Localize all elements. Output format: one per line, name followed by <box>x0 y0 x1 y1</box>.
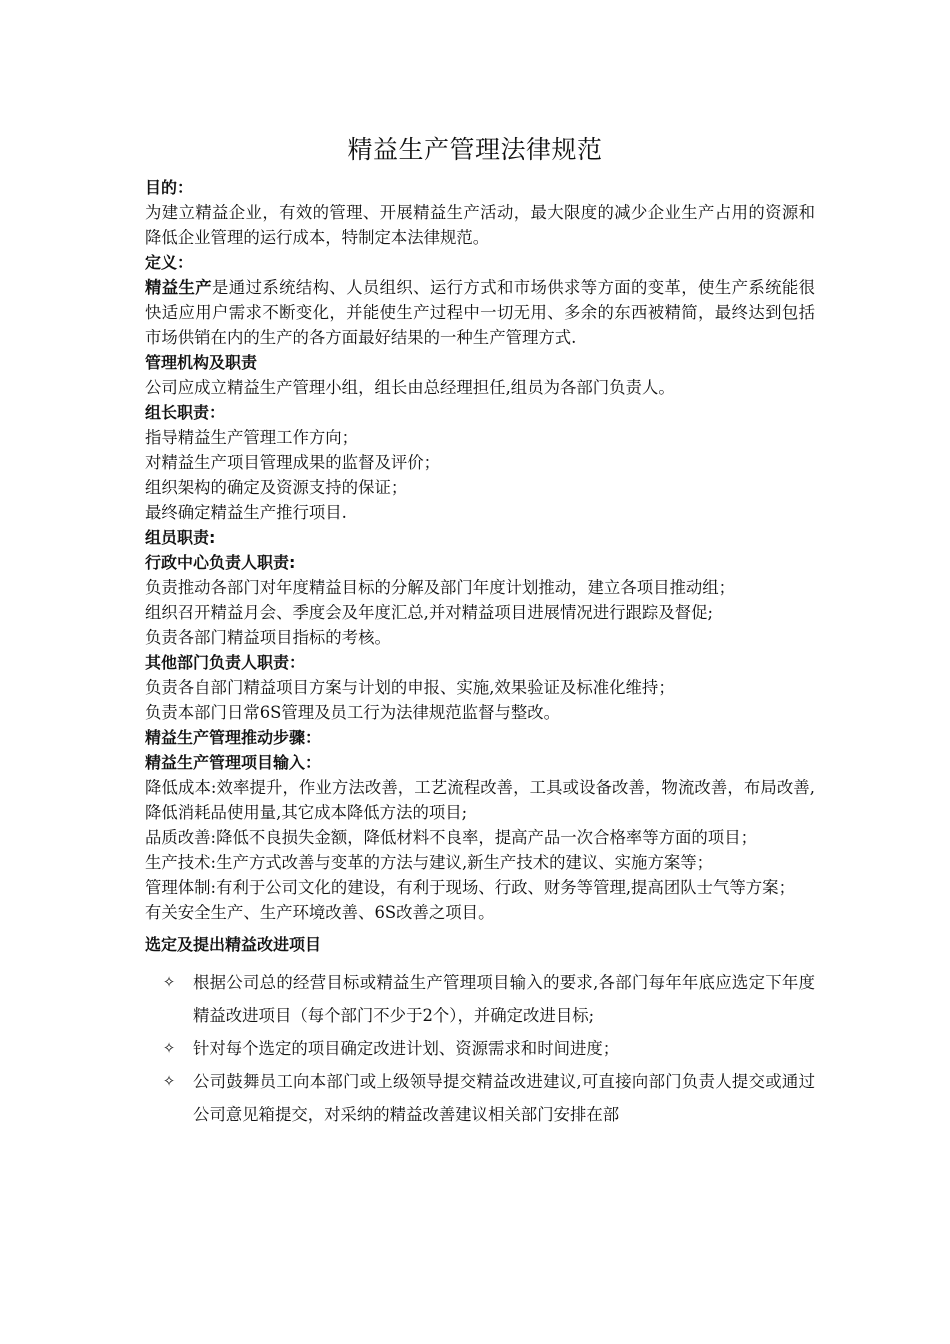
project-input-item: 品质改善:降低不良损失金额，降低材料不良率，提高产品一次合格率等方面的项目； <box>145 828 757 847</box>
leader-duty-item: 最终确定精益生产推行项目. <box>145 503 347 522</box>
other-departments-item: 负责本部门日常6S管理及员工行为法律规范监督与整改。 <box>145 703 561 722</box>
other-departments-item: 负责各自部门精益项目方案与计划的申报、实施,效果验证及标准化维持； <box>145 678 675 697</box>
purpose-heading: 目的： <box>145 178 194 197</box>
organization-heading: 管理机构及职责 <box>145 353 258 372</box>
select-projects-item <box>145 1065 815 1131</box>
select-projects-item <box>145 966 815 1032</box>
select-projects-item-text: 根据公司总的经营目标或精益生产管理项目输入的要求,各部门每年年底应选定下年度精益改进项目（每个部门不少于2个），并确定改进目标; <box>193 973 815 1025</box>
project-input-item: 生产技术:生产方式改善与变革的方法与建议,新生产技术的建议、实施方案等； <box>145 853 714 872</box>
project-input-item: 降低成本:效率提升，作业方法改善，工艺流程改善，工具或设备改善，物流改善，布局改善,降低消耗品使用量,其它成本降低方法的项目; <box>145 778 815 822</box>
organization-text: 公司应成立精益生产管理小组，组长由总经理担任,组员为各部门负责人。 <box>145 378 675 397</box>
document-body <box>145 175 815 1131</box>
project-input-heading: 精益生产管理项目输入： <box>145 753 322 772</box>
diamond-bullet-icon: ✧ <box>162 1072 176 1090</box>
definition-text: 是通过系统结构、人员组织、运行方式和市场供求等方面的变革，使生产系统能很快适应用户需求不断变化，并能使生产过程中一切无用、多余的东西被精简，最终达到包括市场供销在内的生产的各方面最好结果的一种生产管理方式. <box>145 278 816 347</box>
diamond-bullet-icon: ✧ <box>162 1039 176 1057</box>
document-title: 精益生产管理法律规范 <box>347 135 603 164</box>
steps-heading: 精益生产管理推动步骤： <box>145 728 322 747</box>
admin-center-heading: 行政中心负责人职责: <box>145 553 296 572</box>
select-projects-item-text: 针对每个选定的项目确定改进计划、资源需求和时间进度； <box>193 1039 620 1058</box>
select-projects-list <box>145 966 815 1131</box>
diamond-bullet-icon: ✧ <box>162 973 176 991</box>
project-input-item: 有关安全生产、生产环境改善、6S改善之项目。 <box>145 903 495 922</box>
select-projects-item <box>145 1032 815 1065</box>
admin-center-item: 负责各部门精益项目指标的考核。 <box>145 628 391 647</box>
other-departments-heading: 其他部门负责人职责： <box>145 653 306 672</box>
leader-duties-heading: 组长职责： <box>145 403 226 422</box>
definition-term: 精益生产 <box>145 278 213 297</box>
project-input-item: 管理体制:有利于公司文化的建设，有利于现场、行政、财务等管理,提高团队士气等方案； <box>145 878 795 897</box>
member-duties-heading: 组员职责: <box>145 528 216 547</box>
leader-duty-item: 指导精益生产管理工作方向； <box>145 428 359 447</box>
leader-duty-item: 组织架构的确定及资源支持的保证； <box>145 478 408 497</box>
select-projects-heading: 选定及提出精益改进项目 <box>145 935 322 954</box>
leader-duty-item: 对精益生产项目管理成果的监督及评价； <box>145 453 441 472</box>
admin-center-item: 负责推动各部门对年度精益目标的分解及部门年度计划推动，建立各项目推动组； <box>145 578 736 597</box>
admin-center-item: 组织召开精益月会、季度会及年度汇总,并对精益项目进展情况进行跟踪及督促; <box>145 603 714 622</box>
purpose-text: 为建立精益企业，有效的管理、开展精益生产活动，最大限度的减少企业生产占用的资源和降低企业管理的运行成本，特制定本法律规范。 <box>145 203 815 247</box>
definition-paragraph <box>145 275 815 350</box>
select-projects-item-text: 公司鼓舞员工向本部门或上级领导提交精益改进建议,可直接向部门负责人提交或通过公司意见箱提交，对采纳的精益改善建议相关部门安排在部 <box>193 1072 815 1124</box>
definition-heading: 定义： <box>145 253 194 272</box>
